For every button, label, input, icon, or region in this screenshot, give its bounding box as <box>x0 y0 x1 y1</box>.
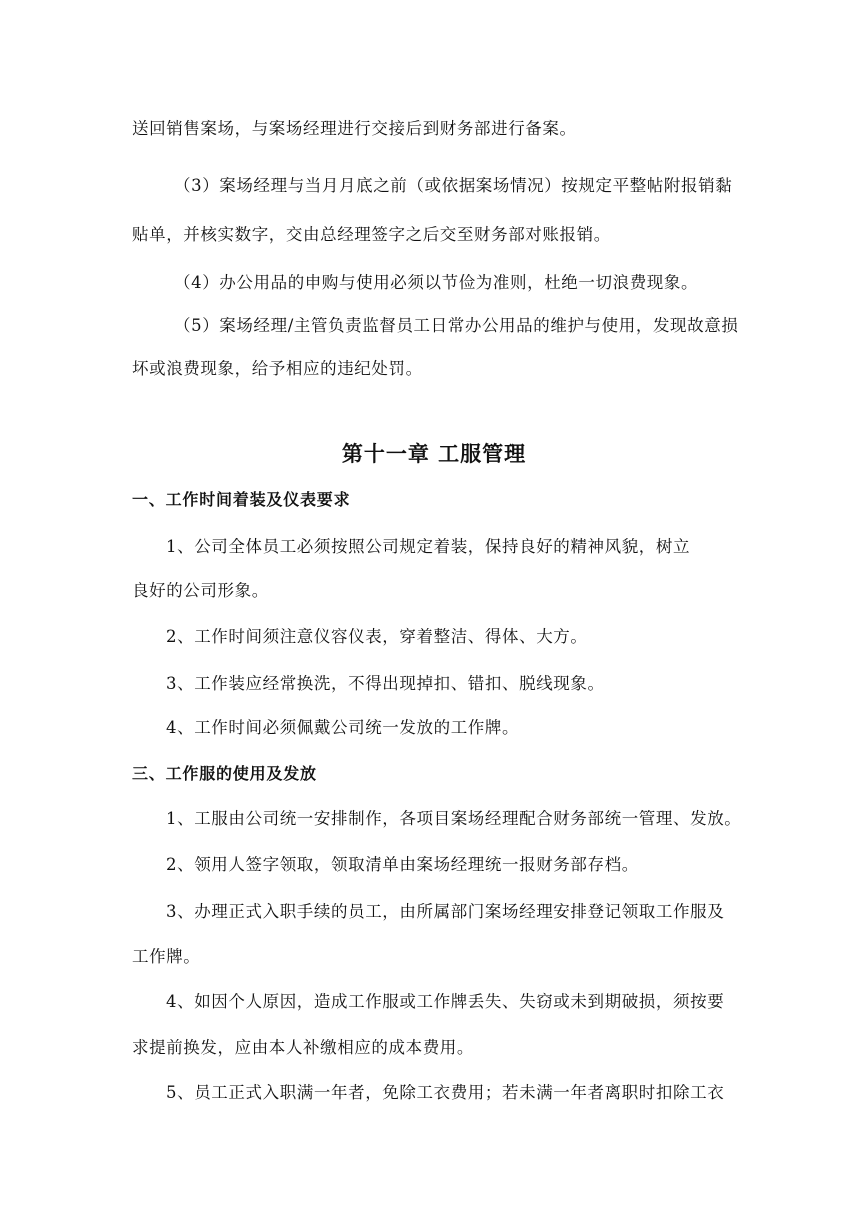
paragraph-line: 1、工服由公司统一安排制作，各项目案场经理配合财务部统一管理、发放。 <box>166 809 742 828</box>
paragraph-line: 4、工作时间必须佩戴公司统一发放的工作牌。 <box>166 718 520 737</box>
paragraph-line: 坏或浪费现象，给予相应的违纪处罚。 <box>132 359 423 378</box>
paragraph-line: 良好的公司形象。 <box>132 581 269 600</box>
paragraph-line: （3）案场经理与当月月底之前（或依据案场情况）按规定平整帖附报销黏 <box>174 176 733 195</box>
paragraph-line: 3、办理正式入职手续的员工，由所属部门案场经理安排登记领取工作服及 <box>166 902 725 921</box>
paragraph-line: 求提前换发，应由本人补缴相应的成本费用。 <box>132 1038 474 1057</box>
paragraph-line: 3、工作装应经常换洗，不得出现掉扣、错扣、脱线现象。 <box>166 674 605 693</box>
paragraph-line: 送回销售案场，与案场经理进行交接后到财务部进行备案。 <box>132 119 577 138</box>
paragraph-line: 2、领用人签字领取，领取清单由案场经理统一报财务部存档。 <box>166 855 639 874</box>
paragraph-line: 4、如因个人原因，造成工作服或工作牌丢失、失窃或未到期破损，须按要 <box>166 992 725 1011</box>
chapter-title: 第十一章 工服管理 <box>341 442 527 466</box>
paragraph-line: 贴单，并核实数字，交由总经理签字之后交至财务部对账报销。 <box>132 225 611 244</box>
section-heading: 三、工作服的使用及发放 <box>132 764 317 783</box>
paragraph-line: 5、员工正式入职满一年者，免除工衣费用；若未满一年者离职时扣除工衣 <box>166 1083 725 1102</box>
paragraph-line: 2、工作时间须注意仪容仪表，穿着整洁、得体、大方。 <box>166 627 588 646</box>
paragraph-line: （5）案场经理/主管负责监督员工日常办公用品的维护与使用，发现故意损 <box>174 316 739 335</box>
paragraph-line: （4）办公用品的申购与使用必须以节俭为准则，杜绝一切浪费现象。 <box>174 273 699 292</box>
paragraph-line: 1、公司全体员工必须按照公司规定着装，保持良好的精神风貌，树立 <box>166 537 691 556</box>
paragraph-line: 工作牌。 <box>132 947 201 966</box>
section-heading: 一、工作时间着装及仪表要求 <box>132 490 351 509</box>
